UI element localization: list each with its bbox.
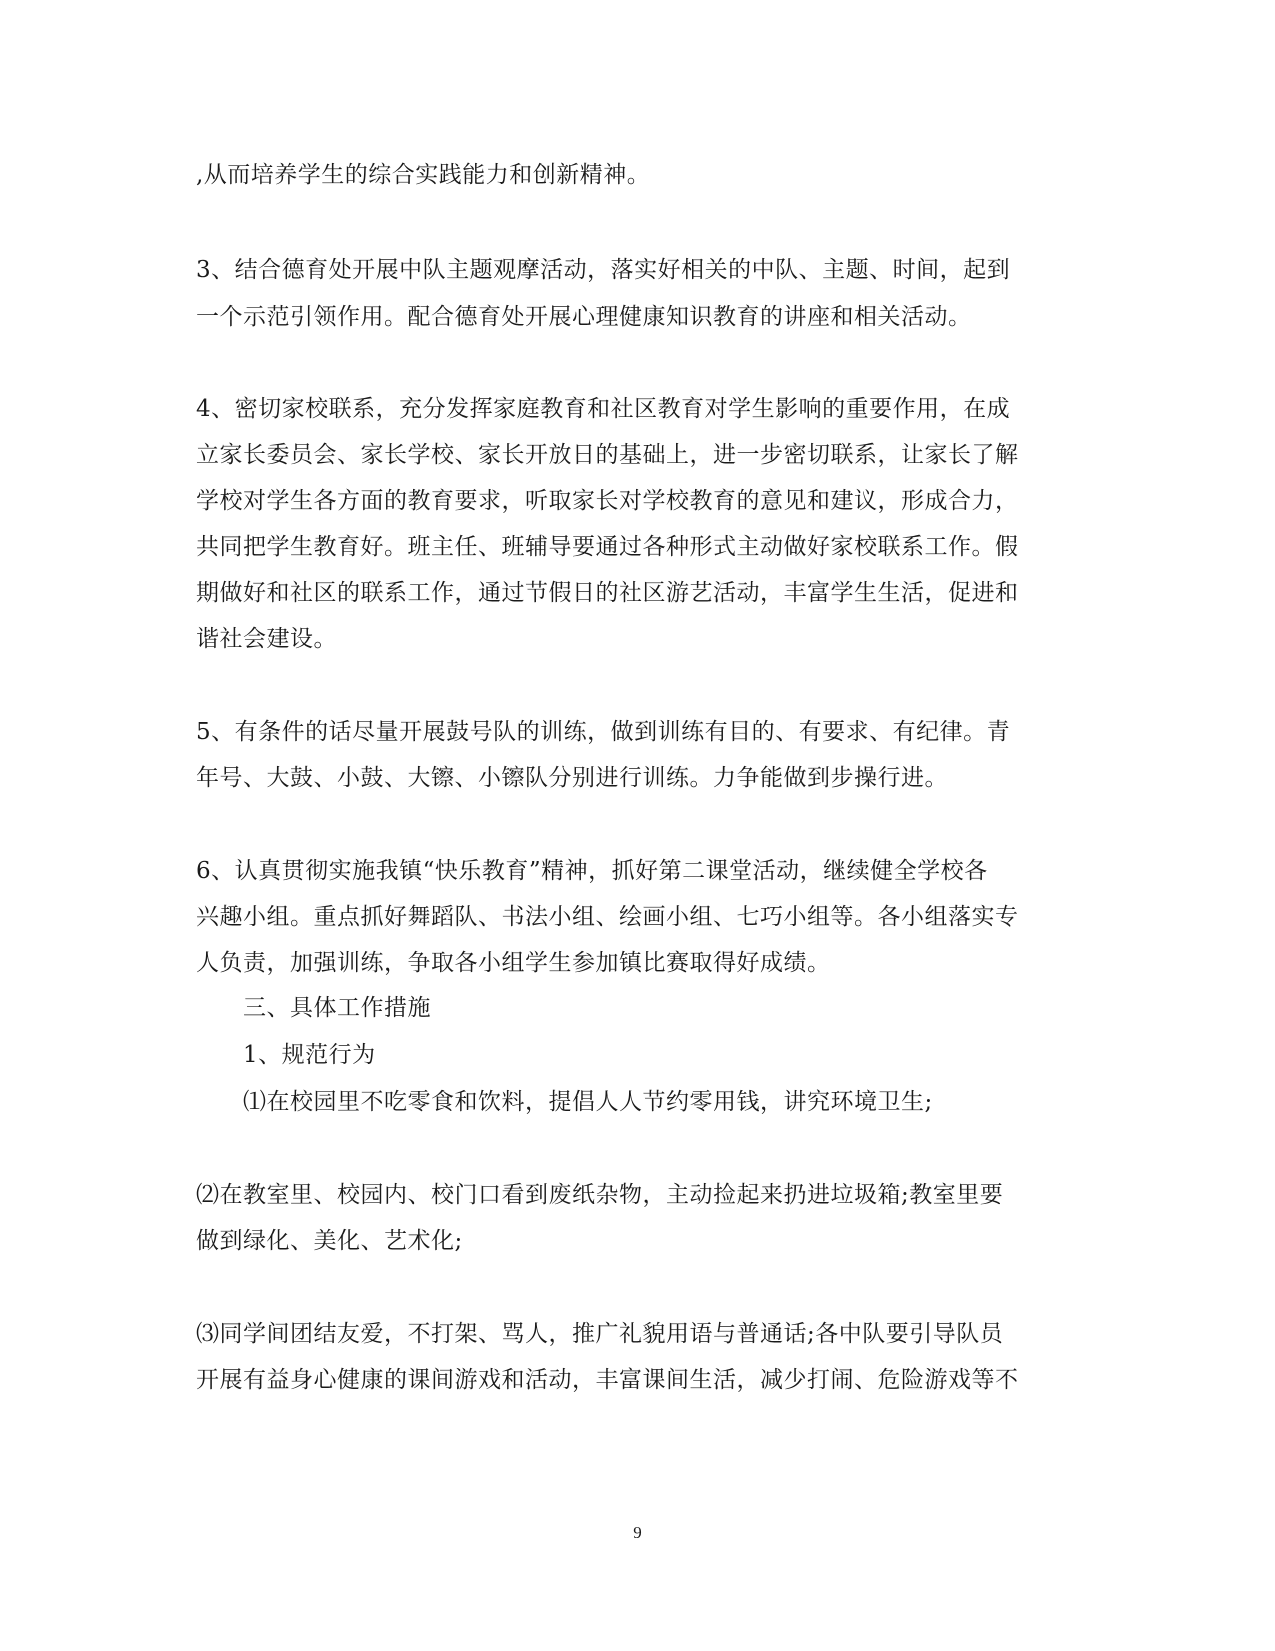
list-item: 开展有益身心健康的课间游戏和活动，丰富课间生活，减少打闹、危险游戏等不: [196, 1367, 1019, 1393]
paragraph-line: 5、有条件的话尽量开展鼓号队的训练，做到训练有目的、有要求、有纪律。青: [196, 719, 1011, 745]
paragraph-line: 立家长委员会、家长学校、家长开放日的基础上，进一步密切联系，让家长了解: [196, 442, 1019, 468]
page-number: 9: [633, 1523, 642, 1542]
paragraph-line: 兴趣小组。重点抓好舞蹈队、书法小组、绘画小组、七巧小组等。各小组落实专: [196, 904, 1019, 930]
paragraph-line: 期做好和社区的联系工作，通过节假日的社区游艺活动，丰富学生生活，促进和: [196, 580, 1019, 606]
list-item: ⑵在教室里、校园内、校门口看到废纸杂物，主动捡起来扔进垃圾箱;教室里要: [196, 1182, 1004, 1208]
paragraph-line: 6、认真贯彻实施我镇“快乐教育”精神，抓好第二课堂活动，继续健全学校各: [196, 858, 988, 884]
list-item: 做到绿化、美化、艺术化;: [196, 1228, 463, 1254]
paragraph-line: 4、密切家校联系，充分发挥家庭教育和社区教育对学生影响的重要作用，在成: [196, 396, 1011, 422]
paragraph-line: 学校对学生各方面的教育要求，听取家长对学校教育的意见和建议，形成合力，: [196, 488, 1019, 514]
paragraph-line: 一个示范引领作用。配合德育处开展心理健康知识教育的讲座和相关活动。: [196, 304, 972, 330]
section-heading: 三、具体工作措施: [243, 995, 431, 1021]
paragraph-line: 谐社会建设。: [196, 626, 337, 652]
paragraph-line: 年号、大鼓、小鼓、大镲、小镲队分别进行训练。力争能做到步操行进。: [196, 765, 948, 791]
paragraph-line: 共同把学生教育好。班主任、班辅导要通过各种形式主动做好家校联系工作。假: [196, 534, 1019, 560]
subsection-heading: 1、规范行为: [243, 1042, 376, 1068]
paragraph-line: 人负责，加强训练，争取各小组学生参加镇比赛取得好成绩。: [196, 950, 831, 976]
list-item: ⑶同学间团结友爱，不打架、骂人，推广礼貌用语与普通话;各中队要引导队员: [196, 1321, 1004, 1347]
paragraph-line: 3、结合德育处开展中队主题观摩活动，落实好相关的中队、主题、时间，起到: [196, 257, 1011, 283]
paragraph-line: ,从而培养学生的综合实践能力和创新精神。: [196, 162, 651, 188]
list-item: ⑴在校园里不吃零食和饮料，提倡人人节约零用钱，讲究环境卫生;: [243, 1089, 933, 1115]
